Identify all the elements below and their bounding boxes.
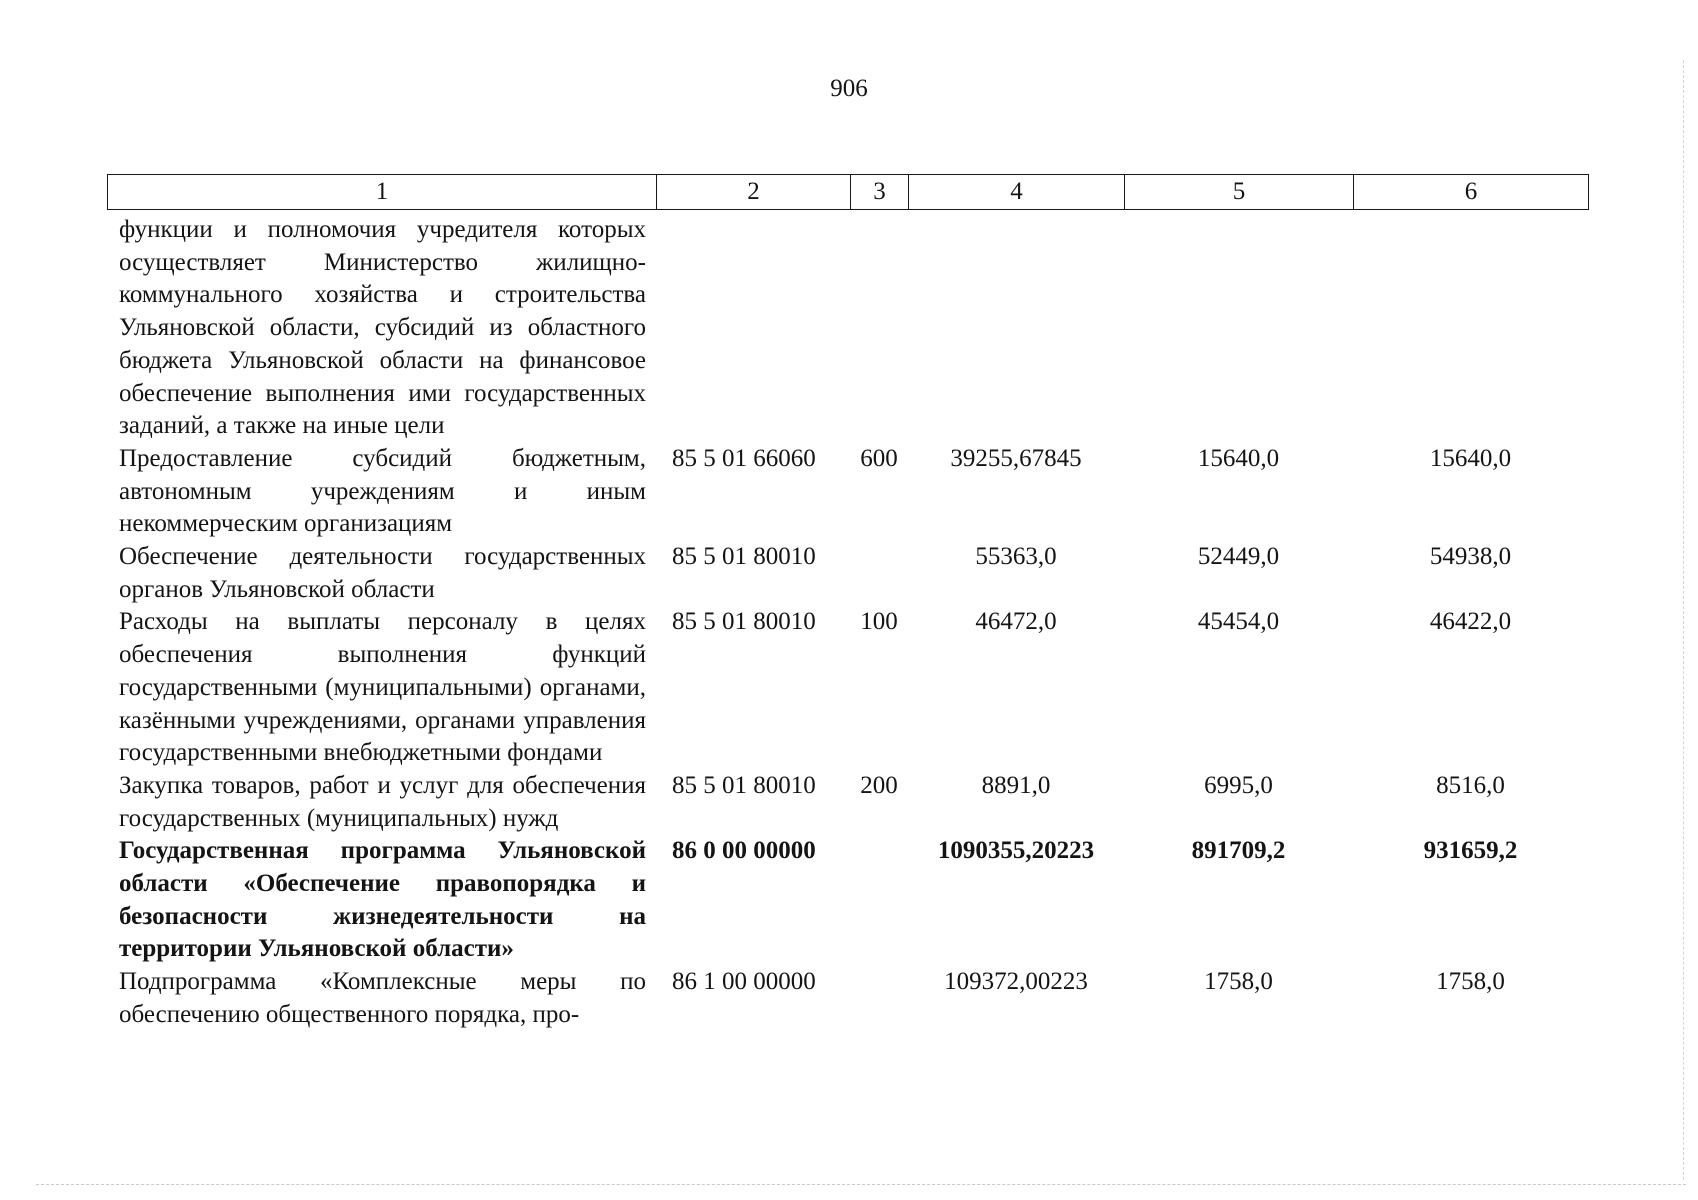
row-value-col4 xyxy=(908,214,1124,443)
row-value-col5: 15640,0 xyxy=(1197,444,1280,472)
row-value-col4: 109372,00223 xyxy=(944,968,1088,996)
row-value-col6: 931659,2 xyxy=(1423,837,1518,865)
row-value-col6 xyxy=(1353,214,1588,443)
header-col-4: 4 xyxy=(909,175,1125,210)
row-value-col5: 52449,0 xyxy=(1197,543,1280,571)
row-code: 85 5 01 66060 xyxy=(672,444,816,472)
header-col-5: 5 xyxy=(1125,175,1354,210)
row-name: Закупка товаров, работ и услуг для обеспечения государственных (муниципальных) нужд xyxy=(119,771,646,832)
table-header xyxy=(107,174,1589,210)
row-code: 86 1 00 00000 xyxy=(672,968,816,996)
row-expense-type xyxy=(850,541,908,606)
table-row xyxy=(107,835,1588,966)
row-value-col6: 8516,0 xyxy=(1436,771,1505,799)
row-value-col4: 39255,67845 xyxy=(950,444,1082,472)
table-row xyxy=(107,443,1588,541)
table-row xyxy=(107,606,1588,770)
row-value-col5: 891709,2 xyxy=(1191,837,1286,865)
row-value-col5: 1758,0 xyxy=(1204,968,1273,996)
row-name: Государственная программа Ульяновской области «Обеспечение правопорядка и безопасности жизнедеятельности на территории Ульяновской области» xyxy=(119,837,646,963)
row-expense-type xyxy=(850,966,908,1031)
row-code: 86 0 00 00000 xyxy=(672,837,816,865)
row-code: 85 5 01 80010 xyxy=(672,543,816,571)
row-expense-type: 200 xyxy=(860,771,898,799)
header-row xyxy=(108,175,1589,210)
row-expense-type: 600 xyxy=(860,444,898,472)
header-col-3: 3 xyxy=(851,175,909,210)
row-value-col6: 1758,0 xyxy=(1436,968,1505,996)
row-code: 85 5 01 80010 xyxy=(672,608,816,636)
row-expense-type: 100 xyxy=(860,608,898,636)
scan-border-bottom xyxy=(36,1184,1686,1185)
row-expense-type xyxy=(850,835,908,966)
row-value-col5: 6995,0 xyxy=(1204,771,1273,799)
row-code xyxy=(656,214,850,443)
row-name: функции и полномочия учредителя которых осуществляет Министерство жилищно-коммунального хозяйства и строительства Ульяновской области, субсидий из областного бюджета Ульяновской области на финансовое обеспечение выполнения ими государственных заданий, а также на иные цели xyxy=(119,216,646,440)
header-col-6: 6 xyxy=(1354,175,1589,210)
scan-border-right xyxy=(1683,60,1684,1180)
row-value-col5: 45454,0 xyxy=(1197,608,1280,636)
table-row xyxy=(107,214,1588,443)
budget-table-body xyxy=(107,214,1588,1032)
row-name: Расходы на выплаты персоналу в целях обеспечения выполнения функций государственными (муниципальными) органами, казёнными учреждениями, органами управления государственными внебюджетными фондами xyxy=(119,608,646,767)
row-value-col6: 15640,0 xyxy=(1429,444,1512,472)
row-name: Обеспечение деятельности государственных органов Ульяновской области xyxy=(119,543,646,603)
budget-table xyxy=(107,214,1588,1032)
row-expense-type xyxy=(850,214,908,443)
row-value-col6: 46422,0 xyxy=(1429,608,1512,636)
table-row xyxy=(107,770,1588,835)
page-number: 906 xyxy=(830,75,868,102)
row-value-col4: 46472,0 xyxy=(975,608,1057,636)
row-value-col5 xyxy=(1124,214,1353,443)
row-value-col6: 54938,0 xyxy=(1429,543,1512,571)
header-col-1: 1 xyxy=(108,175,657,210)
row-name: Предоставление субсидий бюджетным, автономным учреждениям и иным некоммерческим организациям xyxy=(119,444,646,538)
table-row xyxy=(107,541,1588,606)
row-code: 85 5 01 80010 xyxy=(672,771,816,799)
row-value-col4: 55363,0 xyxy=(975,543,1057,571)
row-value-col4: 8891,0 xyxy=(981,771,1051,799)
row-name: Подпрограмма «Комплексные меры по обеспечению общественного порядка, про- xyxy=(119,968,646,1028)
row-value-col4: 1090355,20223 xyxy=(937,837,1095,865)
header-col-2: 2 xyxy=(657,175,851,210)
table-row xyxy=(107,966,1588,1031)
